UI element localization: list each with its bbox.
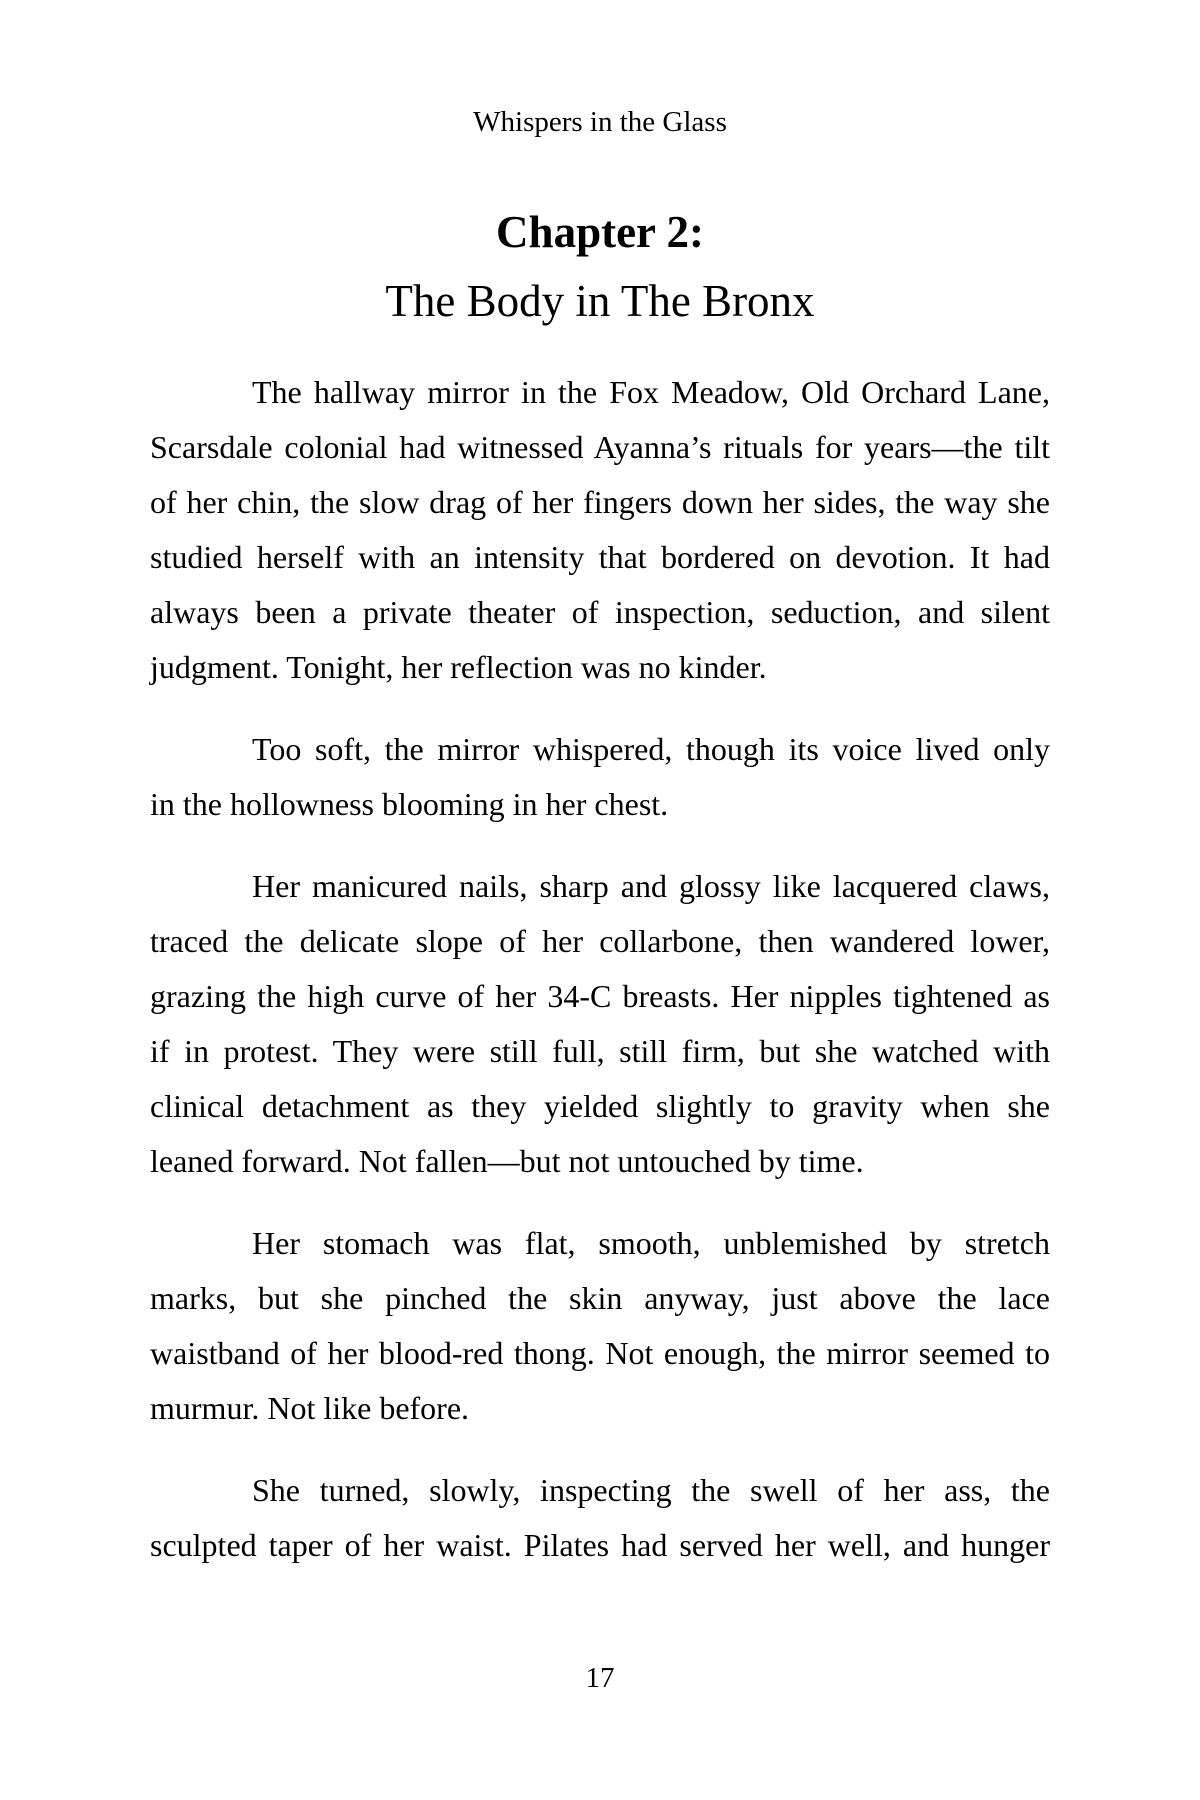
chapter-title: Chapter 2: — [496, 207, 704, 257]
running-header: Whispers in the Glass — [473, 106, 727, 138]
text-line: leaned forward. Not fallen—but not untouched by time. — [150, 1143, 864, 1179]
text-line: Scarsdale colonial had witnessed Ayanna’s rituals for years—the tilt — [150, 429, 1050, 465]
chapter-subtitle: The Body in The Bronx — [385, 276, 815, 326]
paragraph — [150, 1216, 1050, 1436]
text-line: Her manicured nails, sharp and glossy like lacquered claws, — [252, 868, 1050, 904]
text-line: of her chin, the slow drag of her fingers down her sides, the way she — [150, 484, 1050, 520]
paragraph — [150, 365, 1050, 695]
page-number: 17 — [585, 1662, 615, 1694]
text-line: traced the delicate slope of her collarbone, then wandered lower, — [150, 923, 1050, 959]
text-line: Too soft, the mirror whispered, though its voice lived only — [252, 731, 1050, 767]
text-line: sculpted taper of her waist. Pilates had served her well, and hunger — [150, 1527, 1050, 1563]
text-line: marks, but she pinched the skin anyway, just above the lace — [150, 1280, 1050, 1316]
paragraph — [150, 1463, 1050, 1573]
text-line: murmur. Not like before. — [150, 1390, 470, 1426]
body-text — [150, 365, 1050, 1573]
paragraph — [150, 722, 1050, 832]
text-line: if in protest. They were still full, still firm, but she watched with — [150, 1033, 1050, 1069]
paragraph — [150, 859, 1050, 1189]
text-line: grazing the high curve of her 34-C breasts. Her nipples tightened as — [150, 978, 1050, 1014]
text-line: clinical detachment as they yielded slightly to gravity when she — [150, 1088, 1050, 1124]
text-line: Her stomach was flat, smooth, unblemished by stretch — [252, 1225, 1050, 1261]
text-line: judgment. Tonight, her reflection was no kinder. — [150, 649, 767, 685]
text-line: in the hollowness blooming in her chest. — [150, 786, 669, 822]
text-line: waistband of her blood-red thong. Not enough, the mirror seemed to — [150, 1335, 1050, 1371]
text-line: studied herself with an intensity that bordered on devotion. It had — [150, 539, 1050, 575]
text-line: The hallway mirror in the Fox Meadow, Old Orchard Lane, — [252, 374, 1050, 410]
text-line: She turned, slowly, inspecting the swell of her ass, the — [252, 1472, 1050, 1508]
text-line: always been a private theater of inspection, seduction, and silent — [150, 594, 1050, 630]
